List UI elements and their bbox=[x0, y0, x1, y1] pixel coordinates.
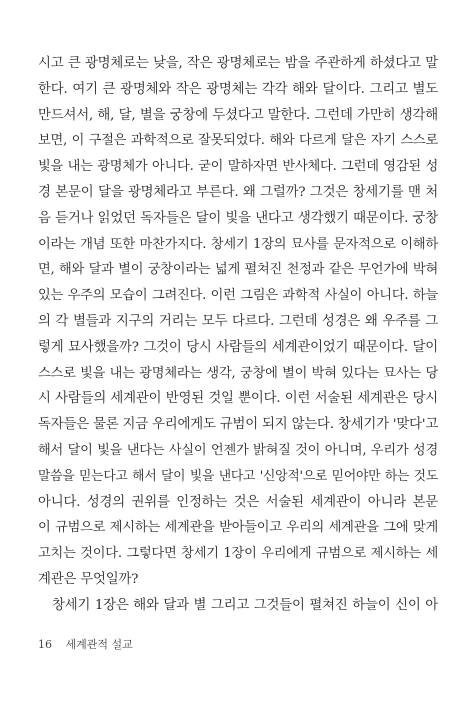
body-text bbox=[38, 51, 438, 619]
text-line: 면, 해와 달과 별이 궁창이라는 넓게 펼쳐진 천정과 같은 무언가에 박혀 bbox=[38, 262, 438, 278]
text-line: 렇게 묘사했을까? 그것이 당시 사람들의 세계관이었기 때문이다. 달이 bbox=[38, 339, 438, 355]
text-line: 이라는 개념 또한 마찬가지다. 창세기 1장의 묘사를 문자적으로 이해하 bbox=[38, 236, 438, 252]
text-line: 경 본문이 달을 광명체라고 부른다. 왜 그럴까? 그것은 창세기를 맨 처 bbox=[38, 184, 438, 200]
text-line: 말씀을 믿는다고 해서 달이 빛을 낸다고 '신앙적'으로 믿어야만 하는 것도 bbox=[38, 468, 438, 484]
text-line: 시고 큰 광명체로는 낮을, 작은 광명체로는 밤을 주관하게 하셨다고 말 bbox=[38, 56, 438, 71]
text-line: 시 사람들의 세계관이 반영된 것일 뿐이다. 이런 서술된 세계관은 당시 bbox=[38, 391, 438, 407]
text-line: 의 각 별들과 지구의 거리는 모두 다르다. 그런데 성경은 왜 우주를 그 bbox=[38, 313, 438, 329]
text-line: 한다. 여기 큰 광명체와 작은 광명체는 각각 해와 달이다. 그리고 별도 bbox=[38, 81, 438, 97]
text-line: 이 규범으로 제시하는 세계관을 받아들이고 우리의 세계관을 그에 맞게 bbox=[38, 520, 438, 536]
text-line: 계관은 무엇일까? bbox=[38, 571, 139, 587]
text-line: 해서 달이 빛을 낸다는 사실이 언젠가 밝혀질 것이 아니며, 우리가 성경 bbox=[38, 442, 438, 458]
text-line: 고치는 것이다. 그렇다면 창세기 1장이 우리에게 규범으로 제시하는 세 bbox=[38, 546, 438, 562]
running-title: 세계관적 설교 bbox=[65, 638, 133, 651]
text-line: 빛을 내는 광명체가 아니다. 굳이 말하자면 반사체다. 그런데 영감된 성 bbox=[38, 159, 438, 175]
text-line: 스스로 빛을 내는 광명체라는 생각, 궁창에 별이 박혀 있다는 묘사는 당 bbox=[38, 365, 438, 381]
text-line: 음 듣거나 읽었던 독자들은 달이 빛을 낸다고 생각했기 때문이다. 궁창 bbox=[38, 210, 438, 226]
page-number: 16 bbox=[38, 638, 52, 651]
text-line: 보면, 이 구절은 과학적으로 잘못되었다. 해와 다르게 달은 자기 스스로 bbox=[38, 133, 438, 149]
page-footer bbox=[38, 636, 133, 652]
text-line: 있는 우주의 모습이 그려진다. 이런 그림은 과학적 사실이 아니다. 하늘 bbox=[38, 288, 438, 304]
text-line: 독자들은 물론 지금 우리에게도 규범이 되지 않는다. 창세기가 '맞다'고 bbox=[38, 417, 439, 433]
text-line: 아니다. 성경의 권위를 인정하는 것은 서술된 세계관이 아니라 본문 bbox=[38, 494, 438, 510]
text-line: 창세기 1장은 해와 달과 별 그리고 그것들이 펼쳐진 하늘이 신이 아 bbox=[52, 597, 438, 613]
text-line: 만드셔서, 해, 달, 별을 궁창에 두셨다고 말한다. 그런데 가만히 생각해 bbox=[38, 107, 438, 123]
